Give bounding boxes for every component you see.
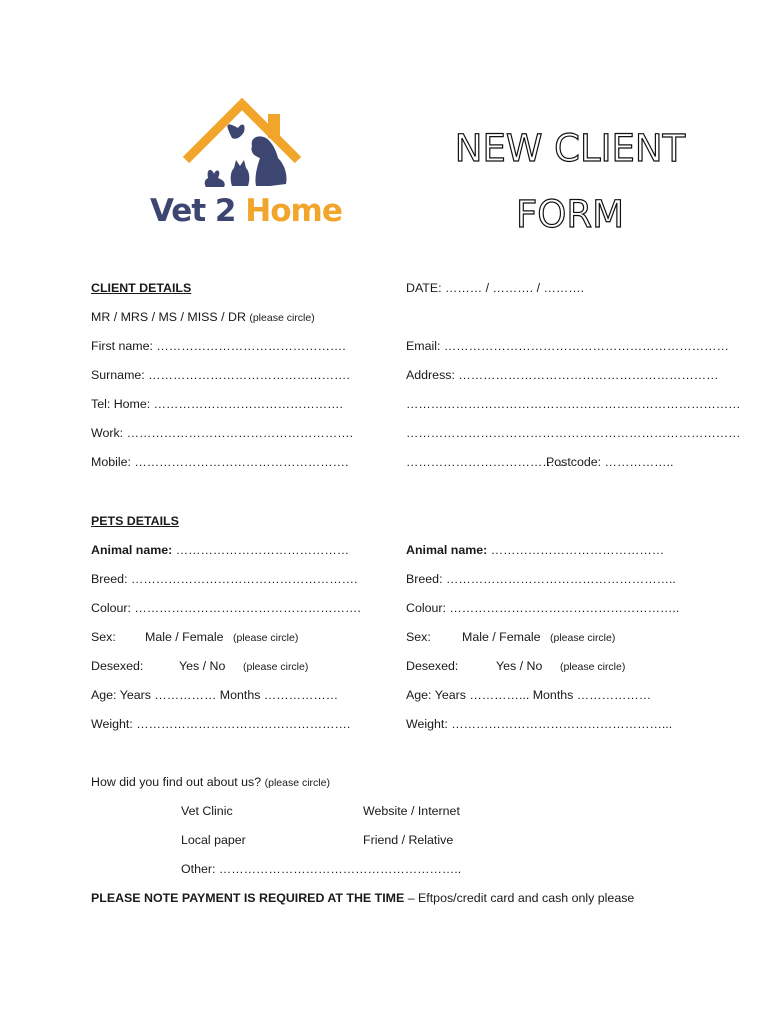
referral-vet-clinic[interactable]: Vet Clinic xyxy=(181,804,233,818)
client-details-heading: CLIENT DETAILS xyxy=(91,281,192,295)
tel-home-field[interactable]: Tel: Home: ………………………………………. xyxy=(91,397,343,411)
animal-name-dots-right[interactable]: …………………………………… xyxy=(487,543,665,557)
form-title xyxy=(430,116,710,248)
breed-field-right[interactable]: Breed: ……………………………………………….. xyxy=(406,572,676,586)
referral-friend[interactable]: Friend / Relative xyxy=(363,833,454,847)
salutation-options[interactable]: MR / MRS / MS / MISS / DR xyxy=(91,310,246,324)
title-line2: FORM xyxy=(515,193,625,236)
animal-name-dots-left[interactable]: …………………………………… xyxy=(172,543,350,557)
weight-field-left[interactable]: Weight: ……………………………………………. xyxy=(91,717,351,731)
desexed-options-right[interactable]: Yes / No xyxy=(496,659,543,673)
salutation-note: (please circle) xyxy=(249,312,315,324)
breed-field-left[interactable]: Breed: ………………………………………………. xyxy=(91,572,358,586)
address-field[interactable]: Address: ……………………………………………………… xyxy=(406,368,719,382)
sex-label-right: Sex: xyxy=(406,630,431,644)
referral-note: (please circle) xyxy=(264,777,330,789)
animal-name-field-right[interactable] xyxy=(406,543,664,557)
work-phone-field[interactable]: Work: ………………………………………………. xyxy=(91,426,354,440)
animal-name-label-right: Animal name: xyxy=(406,543,488,557)
email-field[interactable]: Email: …………………………………………………………… xyxy=(406,339,729,353)
sex-note-right: (please circle) xyxy=(550,632,616,644)
desexed-label-right: Desexed: xyxy=(406,659,459,673)
colour-field-left[interactable]: Colour: ………………………………………………. xyxy=(91,601,361,615)
age-field-right[interactable]: Age: Years …………... Months ……………… xyxy=(406,688,652,702)
sex-options-right[interactable]: Male / Female xyxy=(462,630,541,644)
sex-label-left: Sex: xyxy=(91,630,116,644)
date-field[interactable]: DATE: ……… / ………. / ………. xyxy=(406,281,585,295)
animal-name-field-left[interactable] xyxy=(91,543,349,557)
age-field-left[interactable]: Age: Years …………… Months ……………… xyxy=(91,688,339,702)
logo-text-home: Home xyxy=(245,193,342,229)
desexed-note-right: (please circle) xyxy=(560,661,626,673)
referral-website[interactable]: Website / Internet xyxy=(363,804,460,818)
first-name-field[interactable]: First name: ………………………………………. xyxy=(91,339,346,353)
logo-wordmark xyxy=(150,193,342,229)
address-line4-field[interactable]: ………………………………… xyxy=(406,455,568,469)
payment-note xyxy=(91,891,634,905)
salutation-row[interactable] xyxy=(91,310,315,324)
payment-note-rest: – Eftpos/credit card and cash only please xyxy=(404,891,635,905)
weight-field-right[interactable]: Weight: ……………………………………………... xyxy=(406,717,673,731)
referral-local-paper[interactable]: Local paper xyxy=(181,833,246,847)
colour-field-right[interactable]: Colour: ……………………………………………….. xyxy=(406,601,680,615)
sex-note-left: (please circle) xyxy=(233,632,299,644)
pets-details-heading: PETS DETAILS xyxy=(91,514,179,528)
payment-note-bold: PLEASE NOTE PAYMENT IS REQUIRED AT THE TIME xyxy=(91,891,405,905)
referral-question-text: How did you find out about us? xyxy=(91,775,262,789)
postcode-field[interactable]: Postcode: …………….. xyxy=(546,455,674,469)
title-line1: NEW CLIENT xyxy=(454,127,686,170)
house-pets-logo-icon xyxy=(146,98,342,198)
address-line3-field[interactable]: ……………………………………………………………………… xyxy=(406,426,741,440)
surname-field[interactable]: Surname: …………………………………………. xyxy=(91,368,350,382)
referral-other-field[interactable]: Other: ………………………………………………….. xyxy=(181,862,462,876)
logo-text-vet2: Vet 2 xyxy=(150,193,246,229)
sex-options-left[interactable]: Male / Female xyxy=(145,630,224,644)
animal-name-label-left: Animal name: xyxy=(91,543,173,557)
address-line2-field[interactable]: ……………………………………………………………………… xyxy=(406,397,741,411)
desexed-note-left: (please circle) xyxy=(243,661,309,673)
desexed-label-left: Desexed: xyxy=(91,659,144,673)
referral-question xyxy=(91,775,330,789)
desexed-options-left[interactable]: Yes / No xyxy=(179,659,226,673)
mobile-field[interactable]: Mobile: ……………………………………………. xyxy=(91,455,349,469)
vet2home-logo xyxy=(146,98,342,238)
